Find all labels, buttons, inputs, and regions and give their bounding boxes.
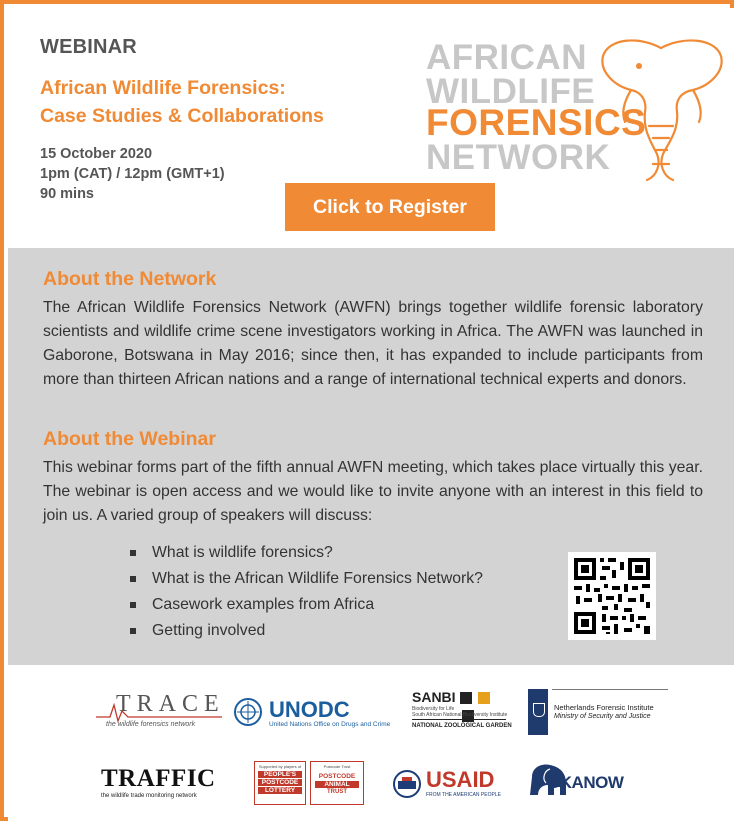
about-network-heading: About the Network [43, 268, 217, 290]
un-emblem-icon [233, 697, 263, 727]
list-item-text: Getting involved [152, 622, 266, 639]
animal-trust-trust: TRUST [327, 789, 347, 795]
postcode-lottery-logo [254, 761, 366, 805]
info-panel [8, 248, 734, 665]
sanbi-tagline: Biodiversity for Life [412, 706, 455, 712]
bullet-icon [130, 576, 136, 582]
usaid-seal-icon [392, 769, 422, 799]
traffic-tagline: the wildlife trade monitoring network [101, 793, 197, 799]
sanbi-logo [412, 689, 512, 739]
animal-trust-animal: ANIMAL [315, 781, 359, 788]
event-date: 15 October 2020 [40, 146, 153, 162]
elephant-dna-icon [591, 30, 731, 190]
list-item [130, 540, 483, 566]
about-webinar-heading: About the Webinar [43, 428, 216, 450]
list-item-text: What is wildlife forensics? [152, 544, 333, 561]
webinar-label: WEBINAR [40, 36, 137, 58]
sanbi-emblem-icon [460, 691, 502, 703]
postcode-lottery-caption: Supported by players of [258, 764, 302, 769]
about-network-text: The African Wildlife Forensics Network (AWFN) brings together wildlife forensic laboratory scientists and wildlife crime scene investigators working in Africa. The AWFN was launched in Gaborone, Botswana in May 2016; since then, it has expanded to include participants from more than thirteen African nations and a range of international technical experts and donors. [43, 299, 703, 388]
sanbi-zoo: NATIONAL ZOOLOGICAL GARDEN [412, 723, 512, 729]
sanbi-wordmark: SANBI [412, 689, 456, 705]
nfi-crest-icon [528, 689, 548, 735]
trace-tagline: the wildlife forensics network [106, 721, 196, 728]
logo-line-3: FORENSICS [426, 102, 647, 143]
usaid-wordmark: USAID [426, 767, 495, 792]
unodc-logo [233, 697, 408, 731]
postcode-line-3: LOTTERY [258, 787, 302, 794]
trace-logo [94, 691, 224, 731]
event-details [40, 144, 225, 204]
traffic-logo [101, 765, 221, 805]
sanbi-divider [412, 719, 506, 720]
unodc-tagline: United Nations Office on Drugs and Crime [269, 721, 391, 728]
postcode-lottery-badge [254, 761, 306, 805]
trace-wordmark: TRACE [116, 691, 225, 717]
postcode-line-2: POSTCODE [258, 779, 302, 786]
list-item-text: Casework examples from Africa [152, 596, 375, 613]
logo-line-4: NETWORK [426, 138, 611, 177]
partner-logos [8, 665, 734, 821]
title-line-1: African Wildlife Forensics: [40, 77, 286, 99]
list-item [130, 592, 483, 618]
sanbi-fullname: South African National Biodiversity Institute [412, 712, 508, 718]
logo-line-2: WILDLIFE [426, 72, 596, 111]
unodc-wordmark: UNODC [269, 697, 350, 722]
topic-list [130, 540, 483, 644]
title-line-2: Case Studies & Collaborations [40, 105, 324, 127]
postcode-line-1: PEOPLE'S [258, 771, 302, 778]
header-section [8, 8, 734, 248]
list-item-text: What is the African Wildlife Forensics Network? [152, 570, 483, 587]
register-button[interactable]: Click to Register [285, 183, 495, 231]
list-item [130, 618, 483, 644]
ukanow-logo [526, 759, 636, 803]
about-webinar-text: This webinar forms part of the fifth annual AWFN meeting, which takes place virtually this year. The webinar is open access and we would like to invite anyone with an interest in this field to join us. A varied group of speakers will discuss: [43, 459, 703, 524]
webinar-title [40, 74, 324, 130]
event-time: 1pm (CAT) / 12pm (GMT+1) [40, 166, 225, 182]
nfi-logo [528, 689, 668, 735]
event-duration: 90 mins [40, 186, 94, 202]
usaid-logo [392, 767, 502, 803]
list-item [130, 566, 483, 592]
animal-trust-caption: Postcode Trust [323, 764, 351, 769]
usaid-tagline: FROM THE AMERICAN PEOPLE [426, 792, 501, 798]
animal-trust-postcode: POSTCODE [318, 773, 356, 780]
logo-line-1: AFRICAN [426, 38, 587, 77]
ukanow-wordmark: UKANOW [548, 773, 624, 792]
nfi-name: Netherlands Forensic Institute [554, 703, 654, 712]
nfi-ministry: Ministry of Security and Justice [554, 713, 651, 720]
awfn-logo [426, 30, 734, 190]
nfi-rule [552, 689, 668, 690]
postcode-animal-trust-badge [310, 761, 364, 805]
traffic-wordmark: TRAFFIC [101, 765, 216, 792]
bullet-icon [130, 602, 136, 608]
bullet-icon [130, 628, 136, 634]
qr-code-icon [568, 552, 656, 640]
bullet-icon [130, 550, 136, 556]
qr-code[interactable] [568, 552, 656, 640]
